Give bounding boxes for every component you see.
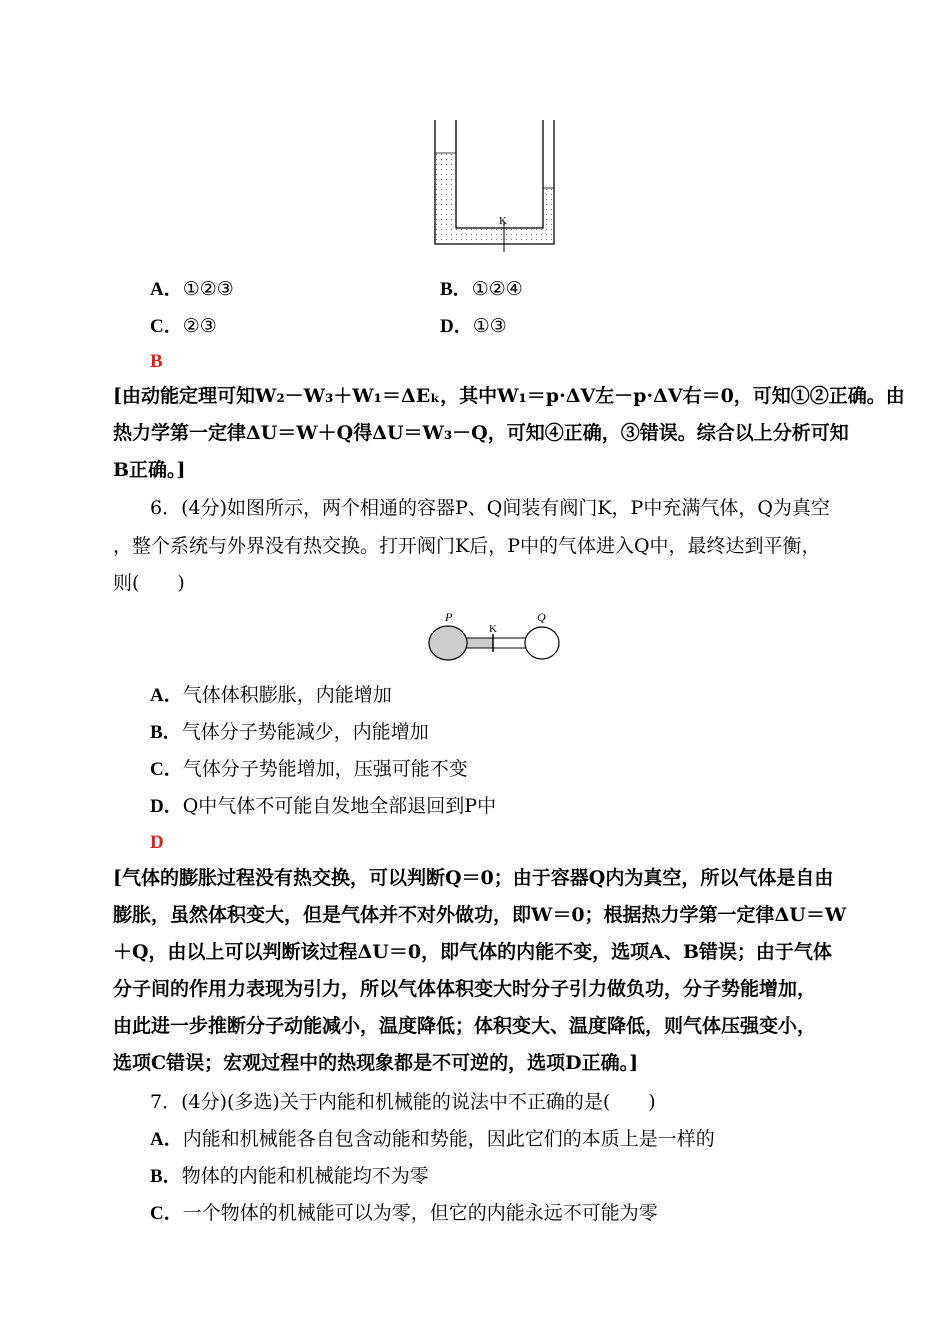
u-tube-figure <box>425 118 565 253</box>
q7-option-a: A．内能和机械能各自包含动能和势能，因此它们的本质上是一样的 <box>150 1128 715 1150</box>
q5-explanation-line-1: [由动能定理可知W₂－W₃＋W₁＝ΔEₖ，其中W₁＝p·ΔV左－p·ΔV右＝0，可知①②正确。由 <box>113 385 905 407</box>
q7-option-b: B．物体的内能和机械能均不为零 <box>150 1165 429 1187</box>
q6-explanation-line-1: [气体的膨胀过程没有热交换，可以判断Q＝0；由于容器Q内为真空，所以气体是自由 <box>113 867 834 889</box>
q6-stem-line-2: ，整个系统与外界没有热交换。打开阀门K后，P中的气体进入Q中，最终达到平衡， <box>113 535 821 557</box>
q6-explanation-line-4: 分子间的作用力表现为引力，所以气体体积变大时分子引力做负功，分子势能增加， <box>113 978 817 1000</box>
label-k: K <box>489 623 497 635</box>
q6-option-a: A．气体体积膨胀，内能增加 <box>150 684 392 706</box>
label-q: Q <box>537 610 546 624</box>
label-p: P <box>445 610 453 624</box>
q6-option-b: B．气体分子势能减少，内能增加 <box>150 721 429 743</box>
q6-explanation-line-5: 由此进一步推断分子动能减小，温度降低；体积变大、温度降低，则气体压强变小， <box>113 1015 817 1037</box>
q6-stem-line-1: 6．(4分)如图所示，两个相通的容器P、Q间装有阀门K，P中充满气体，Q为真空 <box>150 497 830 519</box>
q5-option-c: C．②③ <box>150 315 217 337</box>
q5-option-b: B．①②④ <box>440 278 523 300</box>
q5-option-d: D．①③ <box>440 315 507 337</box>
q7-option-c: C．一个物体的机械能可以为零，但它的内能永远不可能为零 <box>150 1202 658 1224</box>
q5-explanation-line-3: B正确。] <box>113 459 186 481</box>
q5-explanation-line-2: 热力学第一定律ΔU＝W＋Q得ΔU＝W₃－Q，可知④正确，③错误。综合以上分析可知 <box>113 422 849 444</box>
q6-stem-line-3: 则( ) <box>113 572 185 594</box>
containers-figure <box>425 608 565 664</box>
q6-explanation-line-6: 选项C错误；宏观过程中的热现象都是不可逆的，选项D正确。] <box>113 1052 639 1074</box>
q6-explanation-line-3: ＋Q，由以上可以判断该过程ΔU＝0，即气体的内能不变，选项A、B错误；由于气体 <box>113 941 832 963</box>
q6-answer: D <box>150 832 164 853</box>
q6-option-c: C．气体分子势能增加，压强可能不变 <box>150 758 468 780</box>
q5-answer: B <box>150 351 163 372</box>
q7-stem: 7．(4分)(多选)关于内能和机械能的说法中不正确的是( ) <box>150 1091 656 1113</box>
q5-option-a: A．①②③ <box>150 278 234 300</box>
q6-option-d: D．Q中气体不可能自发地全部退回到P中 <box>150 795 497 817</box>
valve-label: K <box>499 215 507 227</box>
q6-explanation-line-2: 膨胀，虽然体积变大，但是气体并不对外做功，即W＝0；根据热力学第一定律ΔU＝W <box>113 904 847 926</box>
